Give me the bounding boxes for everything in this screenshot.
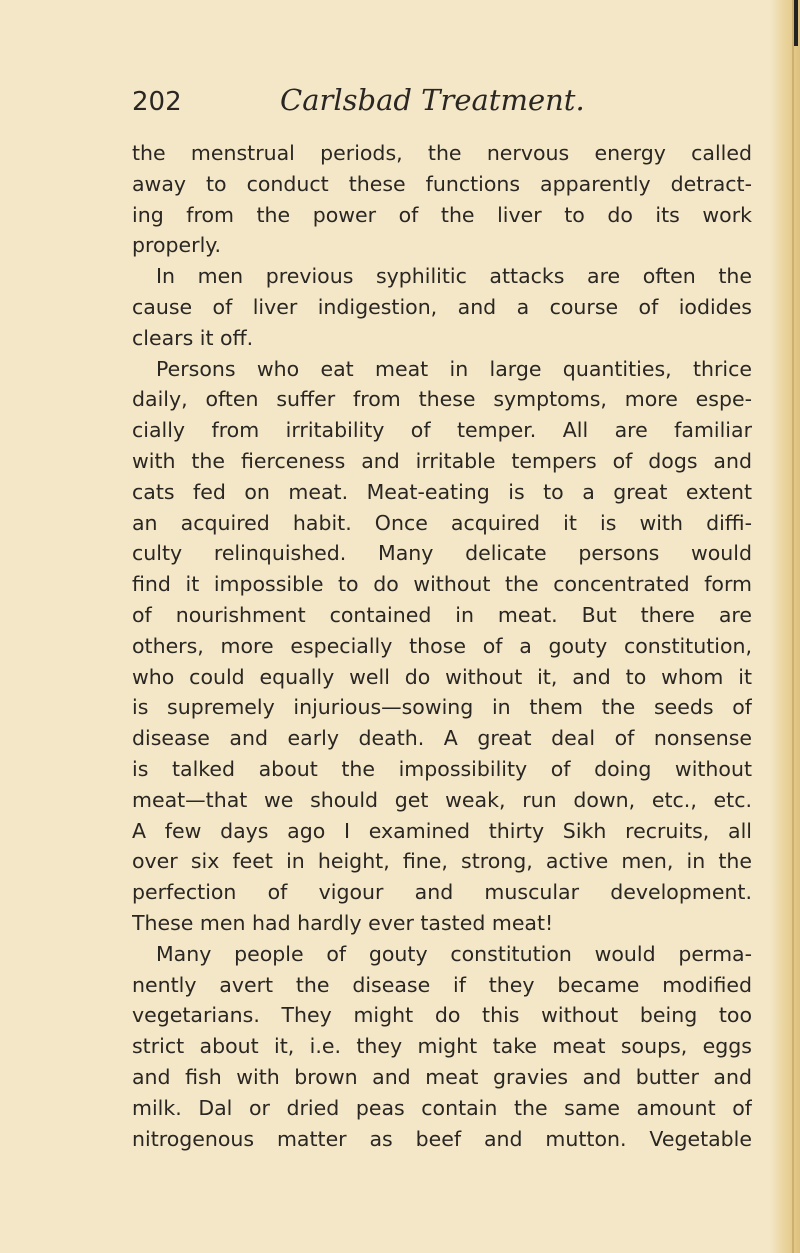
text-line: is supremely injurious—sowing in them the seeds of xyxy=(132,695,752,720)
text-line: A few days ago I examined thirty Sikh recruits, all xyxy=(132,818,752,843)
text-line: nently avert the disease if they became modified xyxy=(132,972,752,997)
text-line: properly. xyxy=(132,233,222,258)
text-line: Persons who eat meat in large quantities, thrice xyxy=(156,356,752,381)
page-number: 202 xyxy=(132,87,182,117)
text-line: ing from the power of the liver to do its work xyxy=(132,202,752,227)
corner-mark xyxy=(794,0,798,46)
text-line: an acquired habit. Once acquired it is with diffi- xyxy=(132,510,752,535)
body-text xyxy=(132,138,752,1154)
text-line: culty relinquished. Many delicate persons would xyxy=(132,541,752,566)
text-line: vegetarians. They might do this without being too xyxy=(132,1003,752,1028)
text-line: of nourishment contained in meat. But there are xyxy=(132,602,752,627)
page-edge-line xyxy=(792,0,794,1253)
text-line: cially from irritability of temper. All are familiar xyxy=(132,418,752,443)
text-line: nitrogenous matter as beef and mutton. Vegetable xyxy=(132,1126,752,1151)
text-line: disease and early death. A great deal of nonsense xyxy=(132,726,752,751)
text-line: others, more especially those of a gouty constitution, xyxy=(132,633,752,658)
text-line: daily, often suffer from these symptoms, more espe- xyxy=(132,387,752,412)
running-header xyxy=(132,82,752,126)
text-line: cause of liver indigestion, and a course of iodides xyxy=(132,294,752,319)
text-line: In men previous syphilitic attacks are often the xyxy=(156,264,752,289)
running-title: Carlsbad Treatment. xyxy=(280,83,585,117)
text-line: over six feet in height, fine, strong, active men, in the xyxy=(132,849,752,874)
text-line: is talked about the impossibility of doing without xyxy=(132,756,752,781)
text-line: These men had hardly ever tasted meat! xyxy=(132,910,554,935)
text-line: meat—that we should get weak, run down, etc., etc. xyxy=(132,787,752,812)
text-line: clears it off. xyxy=(132,325,254,350)
text-line: strict about it, i.e. they might take meat soups, eggs xyxy=(132,1034,752,1059)
text-line: Many people of gouty constitution would perma- xyxy=(156,941,752,966)
text-line: perfection of vigour and muscular development. xyxy=(132,880,752,905)
text-line: away to conduct these functions apparently detract- xyxy=(132,171,752,196)
text-line: and fish with brown and meat gravies and butter and xyxy=(132,1064,752,1089)
text-line: milk. Dal or dried peas contain the same amount of xyxy=(132,1095,752,1120)
page-edge xyxy=(770,0,800,1253)
text-line: cats fed on meat. Meat-eating is to a great extent xyxy=(132,479,752,504)
text-line: with the fierceness and irritable tempers of dogs and xyxy=(132,448,752,473)
text-line: find it impossible to do without the concentrated form xyxy=(132,572,752,597)
text-line: who could equally well do without it, and to whom it xyxy=(132,664,752,689)
text-line: the menstrual periods, the nervous energy called xyxy=(132,141,752,165)
